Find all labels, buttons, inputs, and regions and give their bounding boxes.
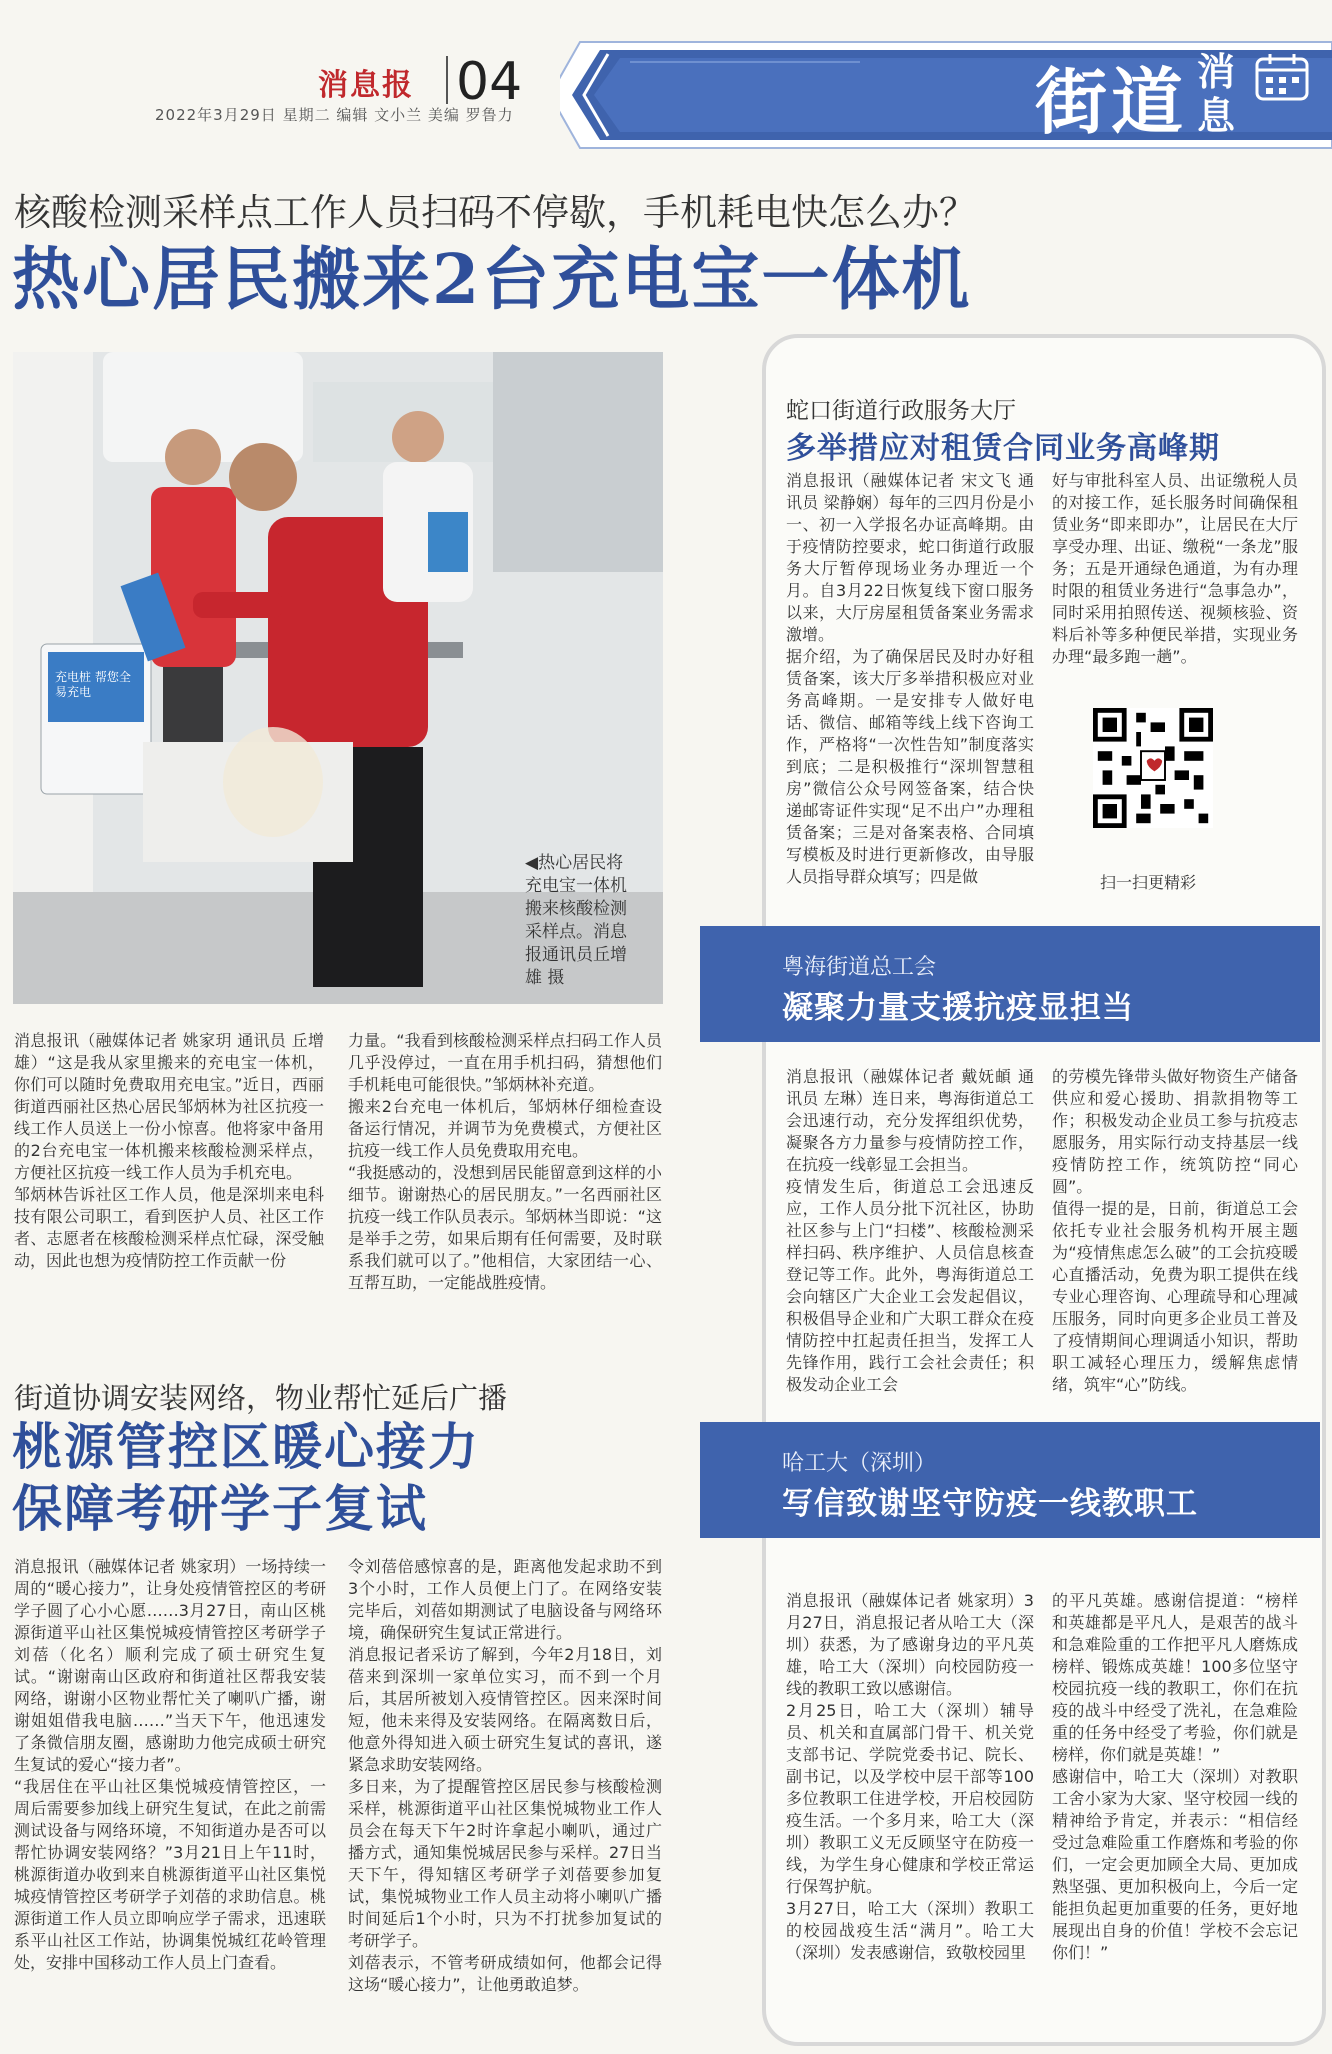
yuehai-kicker: 粤海街道总工会: [782, 955, 937, 980]
hit-kicker: 哈工大（深圳）: [782, 1451, 937, 1476]
photo-sign-text: 充电桩 帮您全 易充电: [55, 670, 131, 699]
hit-title: 写信致谢坚守防疫一线教职工: [782, 1486, 1198, 1522]
yuehai-column2: 的劳模先锋带头做好物资生产储备供应和爱心援助、捐款捐物等工作；积极发动企业员工参与抗疫志愿服务，用实际行动支持基层一线疫情防控工作，统筑防控“同心圆”。 值得一提的是，日前，街道总工会依托专业社会服务机构开展主题为“疫情焦虑怎么破”的工会抗疫暖心直播活动，免费为职工提供在线专业心理咨询、心理疏导和心理减压服务，同时向更多企业员工普及了疫情期间心理调适小知识，帮助职工减轻心理压力，缓解焦虑情绪，筑牢“心”防线。: [1052, 1067, 1298, 1394]
qr-code-icon[interactable]: [1093, 708, 1213, 828]
page-number: 04: [456, 52, 523, 112]
story1-column2: 力量。“我看到核酸检测采样点扫码工作人员几乎没停过，一直在用手机扫码，猜想他们手机耗电可能很快。”邹炳林补充道。 搬来2台充电一体机后，邹炳林仔细检查设备运行情况，并调节为免费模式，方便社区抗疫一线工作人员免费取用充电。 “我挺感动的，没想到居民能留意到这样的小细节。谢谢热心的居民朋友。”一名西丽社区抗疫一线工作队员表示。邹炳林当即说：“这是举手之劳，如果后期有任何需要，及时联系我们就可以了。”他相信，大家团结一心、互帮互助，一定能战胜疫情。: [348, 1031, 662, 1292]
shekou-column2: 好与审批科室人员、出证缴税人员的对接工作，延长服务时间确保租赁业务“即来即办”，让居民在大厅享受办理、出证、缴税“一条龙”服务；五是开通绿色通道，为有办理时限的租赁业务进行“急事急办”，同时采用拍照传送、视频核验、资料后补等多种便民举措，实现业务办理“最多跑一趟”。: [1052, 471, 1298, 666]
story2-headline-line2: 保障考研学子复试: [12, 1479, 428, 1538]
yuehai-band: [700, 926, 1320, 1042]
yuehai-column1: 消息报讯（融媒体记者 戴妩頔 通讯员 左琳）连日来，粤海街道总工会迅速行动，充分发挥组织优势，凝聚各方力量参与疫情防控工作，在抗疫一线彰显工会担当。 疫情发生后，街道总工会迅速反应，工作人员分批下沉社区，协助社区参与上门“扫楼”、核酸检测采样扫码、秩序维护、人员信息核查登记等工作。此外，粤海街道总工会向辖区广大企业工会发起倡议，积极倡导企业和广大职工群众在疫情防控中扛起责任担当，发挥工人先锋作用，践行工会社会责任；积极发动企业工会: [786, 1067, 1034, 1394]
hit-column1: 消息报讯（融媒体记者 姚家玥）3月27日，消息报记者从哈工大（深圳）获悉，为了感谢身边的平凡英雄，哈工大（深圳）向校园防疫一线的教职工致以感谢信。 2月25日，哈工大（深圳）辅导员、机关和直属部门骨干、机关党支部书记、学院党委书记、院长、副书记，以及学校中层干部等100多位教职工住进学校，开启校园防疫生活。一个多月来，哈工大（深圳）教职工义无反顾坚守在防疫一线，为学生身心健康和学校正常运行保驾护航。 3月27日，哈工大（深圳）教职工的校园战疫生活“满月”。哈工大（深圳）发表感谢信，致敬校园里: [786, 1591, 1034, 1962]
header-divider: [446, 56, 448, 104]
story2-column2: 令刘蓓倍感惊喜的是，距离他发起求助不到3个小时，工作人员便上门了。在网络安装完毕后，刘蓓如期测试了电脑设备与网络环境，确保研究生复试正常进行。 消息报记者采访了解到，今年2月18日，刘蓓来到深圳一家单位实习，而不到一个月后，其居所被划入疫情管控区。因来深时间短，他未来得及安装网络。在隔离数日后，他意外得知进入硕士研究生复试的喜讯，遂紧急求助安装网络。 多日来，为了提醒管控区居民参与核酸检测采样，桃源街道平山社区集悦城物业工作人员会在每天下午2时许拿起小喇叭，通过广播方式，通知集悦城居民参与采样。27日当天下午，得知辖区考研学子刘蓓要参加复试，集悦城物业工作人员主动将小喇叭广播时间延后1个小时，只为不打扰参加复试的考研学子。 刘蓓表示，不管考研成绩如何，他都会记得这场“暖心接力”，让他勇敢追梦。: [348, 1557, 662, 1994]
hit-band: [700, 1422, 1320, 1538]
story2-kicker: 街道协调安装网络，物业帮忙延后广播: [14, 1381, 508, 1415]
photo-caption: ◀热心居民将充电宝一体机搬来核酸检测采样点。消息报通讯员丘增雄 摄: [525, 853, 627, 988]
story1-headline: 热心居民搬来2台充电宝一体机: [12, 240, 972, 320]
hit-column2: 的平凡英雄。感谢信提道：“榜样和英雄都是平凡人，是艰苦的战斗和急难险重的工作把平凡人磨炼成榜样、锻炼成英雄！100多位坚守校园抗疫一线的教职工，你们在抗疫的战斗中经受了洗礼，在急难险重的任务中经受了考验，你们就是榜样，你们就是英雄！” 感谢信中，哈工大（深圳）对教职工舍小家为大家、坚守校园一线的精神给予肯定，并表示：“相信经受过急难险重工作磨炼和考验的你们，一定会更加顾全大局、更加成熟坚强、更加积极向上，今后一定能担负起更加重要的任务，更好地展现出自身的价值！学校不会忘记你们！”: [1052, 1591, 1298, 1962]
shekou-column1: 消息报讯（融媒体记者 宋文飞 通讯员 梁静娴）每年的三四月份是小一、初一入学报名办证高峰期。由于疫情防控要求，蛇口街道行政服务大厅暂停现场业务办理近一个月。自3月22日恢复线下窗口服务以来，大厅房屋租赁备案业务需求激增。 据介绍，为了确保居民及时办好租赁备案，该大厅多举措积极应对业务高峰期。一是安排专人做好电话、微信、邮箱等线上线下咨询工作，严格将“一次性告知”制度落实到底；二是积极推行“深圳智慧租房”微信公众号网签备案，结合快递邮寄证件实现“足不出户”办理租赁备案；三是对备案表格、合同填写模板及时进行更新修改，由导服人员指导群众填写；四是做: [786, 471, 1034, 886]
shekou-title: 多举措应对租赁合同业务高峰期: [786, 431, 1220, 466]
story2-column1: 消息报讯（融媒体记者 姚家玥）一场持续一周的“暖心接力”，让身处疫情管控区的考研学子圆了心小心愿……3月27日，南山区桃源街道平山社区集悦城疫情管控区考研学子刘蓓（化名）顺利完成了硕士研究生复试。“谢谢南山区政府和街道社区帮我安装网络，谢谢小区物业帮忙关了喇叭广播，谢谢姐姐借我电脑……”当天下午，他迅速发了条微信朋友圈，感谢助力他完成硕士研究生复试的爱心“接力者”。 “我居住在平山社区集悦城疫情管控区，一周后需要参加线上研究生复试，在此之前需测试设备与网络环境，不知街道办是否可以帮忙协调安装网络？”3月21日上午11时，桃源街道办收到来自桃源街道平山社区集悦城疫情管控区考研学子刘蓓的求助信息。桃源街道工作人员立即响应学子需求，迅速联系平山社区工作站，协调集悦城红花岭管理处，安排中国移动工作人员上门查看。: [14, 1557, 326, 1972]
story1-column1: 消息报讯（融媒体记者 姚家玥 通讯员 丘增雄）“这是我从家里搬来的充电宝一体机，你们可以随时免费取用充电宝。”近日，西丽街道西丽社区热心居民邹炳林为社区抗疫一线工作人员送上一份小惊喜。他将家中备用的2台充电宝一体机搬来核酸检测采样点，方便社区抗疫一线工作人员为手机充电。 邹炳林告诉社区工作人员，他是深圳来电科技有限公司职工，看到医护人员、社区工作者、志愿者在核酸检测采样点忙碌，深受触动，因此也想为疫情防控工作贡献一份: [14, 1031, 324, 1270]
yuehai-title: 凝聚力量支援抗疫显担当: [782, 990, 1134, 1026]
newspaper-logo: 消息报: [318, 68, 414, 103]
section-title: 街道: [1035, 59, 1188, 144]
story2-headline: [12, 1416, 572, 1540]
section-subtitle: 消息: [1196, 49, 1235, 138]
shekou-kicker: 蛇口街道行政服务大厅: [786, 398, 1016, 424]
calendar-icon: [1254, 52, 1310, 102]
qr-caption: 扫一扫更精彩: [1100, 873, 1197, 892]
issue-meta: 2022年3月29日 星期二 编辑 文小兰 美编 罗鲁力: [155, 106, 514, 124]
story1-kicker: 核酸检测采样点工作人员扫码不停歇，手机耗电快怎么办？: [14, 191, 976, 234]
story2-headline-line1: 桃源管控区暖心接力: [12, 1417, 480, 1476]
